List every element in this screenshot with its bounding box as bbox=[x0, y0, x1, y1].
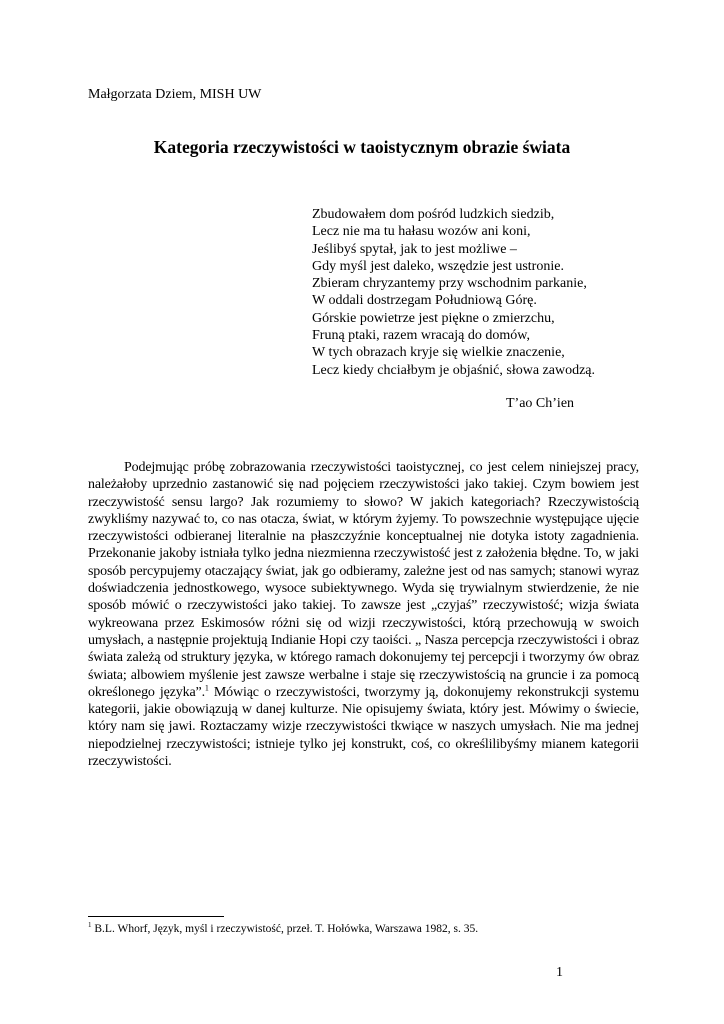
body-paragraph bbox=[88, 459, 639, 770]
epigraph-attribution: T’ao Ch’ien bbox=[506, 396, 575, 411]
page-number: 1 bbox=[556, 965, 563, 980]
poem-line: Lecz nie ma tu hałasu wozów ani koni, bbox=[312, 224, 531, 240]
poem-line: Zbieram chryzantemy przy wschodnim parkanie, bbox=[312, 276, 587, 292]
poem-line: Górskie powietrze jest piękne o zmierzchu, bbox=[312, 310, 555, 326]
poem-line: Lecz kiedy chciałbym je objaśnić, słowa zawodzą. bbox=[312, 362, 595, 378]
footnote-reference[interactable]: 1 bbox=[204, 683, 209, 693]
poem-line: Fruną ptaki, razem wracają do domów, bbox=[312, 328, 530, 344]
footnote-text: B.L. Whorf, Język, myśl i rzeczywistość, przeł. T. Hołówka, Warszawa 1982, s. 35. bbox=[91, 923, 479, 935]
body-text-part-2: Mówiąc o rzeczywistości, tworzymy ją, dokonujemy rekonstrukcji systemu kategorii, jakie obowiązują w danej kulturze. Nie opisujemy świata, który jest. Mówimy o świecie, który nam się jawi. Roztaczamy wizje rzeczywistości tkwiące w naszych umysłach. Nie ma jednej niepodzielnej rzeczywistości; istnieje tylko jej konstrukt, coś, co określilibyśmy mianem kategorii rzeczywistości. bbox=[88, 684, 639, 770]
author-line: Małgorzata Dziem, MISH UW bbox=[88, 87, 262, 102]
poem-line: Zbudowałem dom pośród ludzkich siedzib, bbox=[312, 207, 555, 222]
document-title: Kategoria rzeczywistości w taoistycznym obrazie świata bbox=[153, 137, 571, 157]
footnote-separator bbox=[88, 916, 224, 917]
epigraph-poem bbox=[312, 206, 595, 379]
footnote-mark: 1 bbox=[88, 921, 92, 930]
poem-line: Jeślibyś spytał, jak to jest możliwe – bbox=[312, 241, 517, 257]
poem-line: W tych obrazach kryje się wielkie znaczenie, bbox=[312, 345, 565, 361]
poem-line: Gdy myśl jest daleko, wszędzie jest ustronie. bbox=[312, 258, 564, 274]
body-text-part-1: Podejmując próbę zobrazowania rzeczywistości taoistycznej, co jest celem niniejszej pracy, należałoby uprzednio zastanowić się nad pojęciem rzeczywistości jako takiej. Czym bowiem jest rzeczywistość sensu largo? Jak rozumiemy to słowo? W jakich kategoriach? Rzeczywistością zwykliśmy nazywać to, co nas otacza, świat, w którym żyjemy. To powszechnie występujące ujęcie rzeczywistości odbieranej literalnie na płaszczyźnie konceptualnej nie dotyka istoty zagadnienia. Przekonanie jakoby istniała tylko jedna niezmienna rzeczywistość jest z założenia błędne. To, w jaki sposób percypujemy otaczający świat, jak go odbieramy, zależne jest od nas samych; stanowi wyraz doświadczenia jednostkowego, wysoce subiektywnego. Wyda się trywialnym stwierdzenie, że nie sposób mówić o rzeczywistości jako takiej. To zawsze jest „czyjaś” rzeczywistość; wizja świata wykreowana przez Eskimosów różni się od wizji rzeczywistości, którą przechowują w swoich umysłach, a następnie projektują Indianie Hopi czy taoiści. „ Nasza percepcja rzeczywistości i obraz świata zależą od struktury języka, w którego ramach dokonujemy tej percepcji i tworzymy ów obraz świata; albowiem myślenie jest zawsze werbalne i staje się rzeczywistością na gruncie i za pomocą określonego języka”. bbox=[88, 460, 639, 700]
poem-line: W oddali dostrzegam Południową Górę. bbox=[312, 293, 537, 309]
footnote bbox=[88, 922, 478, 936]
